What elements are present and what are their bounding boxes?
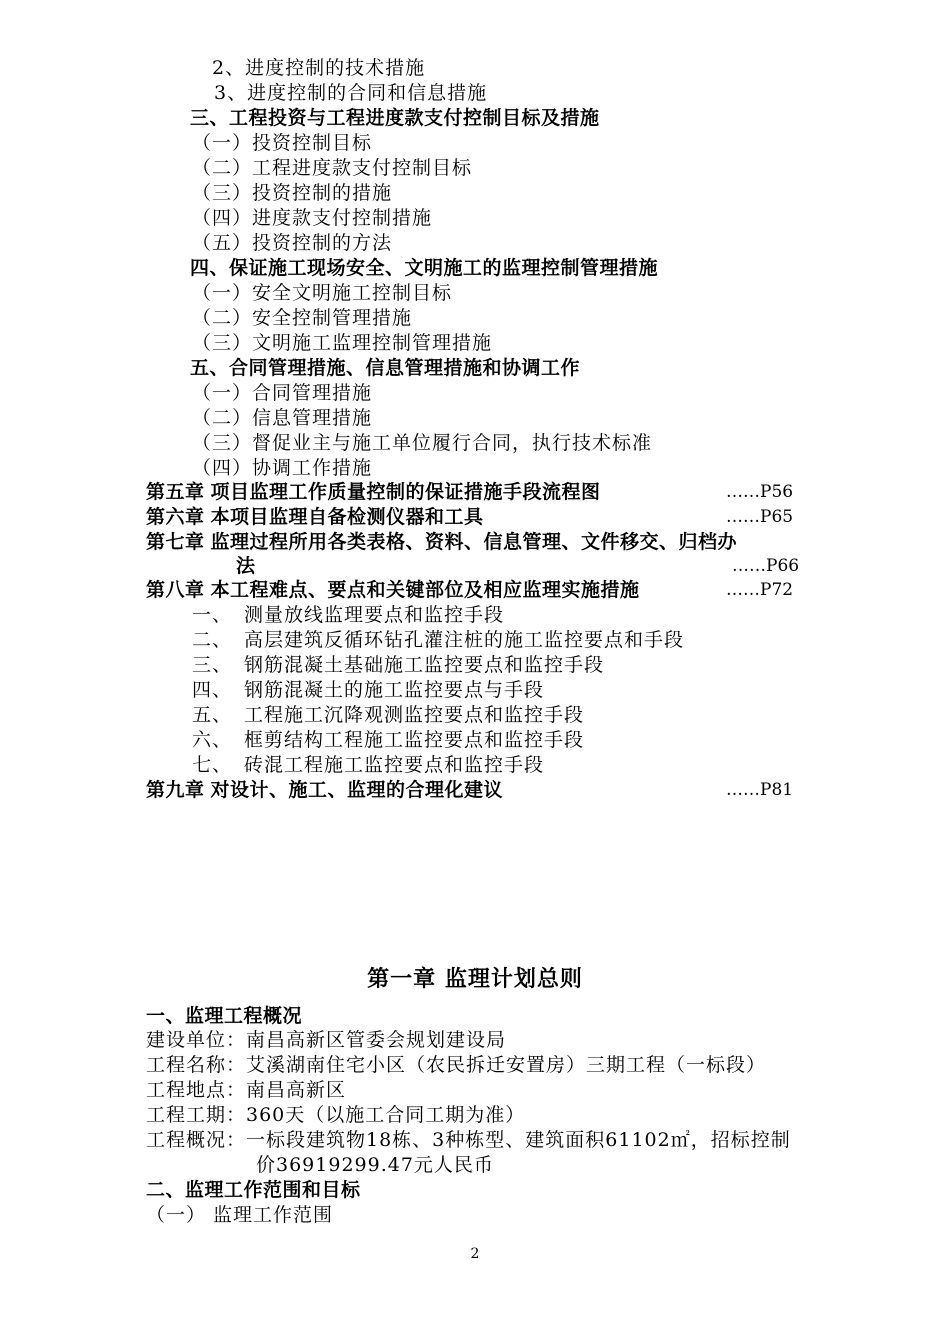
chapter-title: 项目监理工作质量控制的保证措施手段流程图 [210, 481, 601, 503]
subitem-text: 工程施工沉降观测监控要点和监控手段 [244, 704, 585, 726]
body-paragraph: 建设单位：南昌高新区管委会规划建设局 [146, 1029, 507, 1051]
toc-item: 2、进度控制的技术措施 [212, 57, 426, 79]
subitem-text: 钢筋混凝土的施工监控要点与手段 [244, 679, 545, 701]
subitem-number: 七、 [192, 754, 233, 776]
toc-subitem [192, 653, 604, 677]
toc-item: （三）文明施工监理控制管理措施 [192, 332, 493, 354]
chapter-title: 本项目监理自备检测仪器和工具 [210, 506, 484, 528]
toc-chapter-9 [146, 778, 503, 802]
body-paragraph: 工程地点：南昌高新区 [146, 1079, 347, 1101]
toc-subitem [192, 678, 544, 702]
subitem-number: 一、 [192, 604, 233, 626]
toc-item: （一）合同管理措施 [192, 382, 373, 404]
toc-item: （四）进度款支付控制措施 [192, 207, 433, 229]
subitem-number: 四、 [192, 679, 233, 701]
toc-item: （二）安全控制管理措施 [192, 307, 413, 329]
toc-page-ref: ……P56 [726, 482, 794, 502]
subitem-number: 二、 [192, 629, 233, 651]
toc-item: （二）工程进度款支付控制目标 [192, 157, 473, 179]
body-paragraph: 工程工期：360天（以施工合同工期为准） [146, 1104, 526, 1126]
toc-page-ref: ……P66 [732, 556, 800, 576]
chapter-number: 第五章 [146, 481, 205, 503]
toc-item: 3、进度控制的合同和信息措施 [214, 82, 488, 104]
toc-item: （一）安全文明施工控制目标 [192, 282, 453, 304]
chapter-number: 第六章 [146, 506, 205, 528]
toc-chapter-8 [146, 578, 640, 602]
chapter-number: 第九章 [146, 779, 205, 801]
toc-subitem [192, 603, 504, 627]
body-paragraph: 工程名称：艾溪湖南住宅小区（农民拆迁安置房）三期工程（一标段） [146, 1054, 767, 1076]
chapter-title-continuation: 法 [236, 555, 256, 577]
toc-item: （一）投资控制目标 [192, 132, 373, 154]
chapter-title: 对设计、施工、监理的合理化建议 [210, 779, 504, 801]
subitem-number: 五、 [192, 704, 233, 726]
toc-item: （三）督促业主与施工单位履行合同，执行技术标准 [192, 432, 653, 454]
toc-subitem [192, 628, 684, 652]
toc-chapter-6 [146, 505, 484, 529]
subitem-text: 砖混工程施工监控要点和监控手段 [244, 754, 545, 776]
toc-item: （五）投资控制的方法 [192, 232, 393, 254]
toc-item: （三）投资控制的措施 [192, 182, 393, 204]
chapter-number: 第七章 [146, 531, 205, 553]
subitem-number: 三、 [192, 654, 233, 676]
toc-page-ref: ……P65 [726, 507, 794, 527]
toc-page-ref: ……P81 [726, 780, 794, 800]
body-paragraph-continuation: 价36919299.47元人民币 [256, 1154, 494, 1176]
chapter-number: 第八章 [146, 579, 205, 601]
toc-item: （二）信息管理措施 [192, 407, 373, 429]
body-paragraph: 工程概况：一标段建筑物18栋、3种栋型、建筑面积61102㎡，招标控制 [146, 1129, 791, 1151]
page-number: 2 [470, 1246, 480, 1262]
toc-page-ref: ……P72 [726, 580, 794, 600]
toc-subitem [192, 703, 584, 727]
toc-section: 三、工程投资与工程进度款支付控制目标及措施 [190, 107, 600, 129]
toc-subitem [192, 728, 584, 752]
chapter-title: 本工程难点、要点和关键部位及相应监理实施措施 [210, 579, 640, 601]
toc-section: 四、保证施工现场安全、文明施工的监理控制管理措施 [190, 257, 659, 279]
toc-item: （四）协调工作措施 [192, 457, 373, 479]
subitem-text: 高层建筑反循环钻孔灌注桩的施工监控要点和手段 [244, 629, 685, 651]
toc-chapter-5 [146, 480, 601, 504]
subsection-heading: （一） 监理工作范围 [146, 1204, 334, 1226]
chapter-title: 监理过程所用各类表格、资料、信息管理、文件移交、归档办 [210, 531, 738, 553]
toc-section: 五、合同管理措施、信息管理措施和协调工作 [190, 357, 581, 379]
subitem-text: 测量放线监理要点和监控手段 [244, 604, 505, 626]
section-heading: 二、监理工作范围和目标 [146, 1179, 361, 1201]
subitem-text: 框剪结构工程施工监控要点和监控手段 [244, 729, 585, 751]
chapter-heading: 第一章 监理计划总则 [367, 967, 583, 992]
section-heading: 一、监理工程概况 [146, 1005, 303, 1027]
toc-chapter-7 [146, 530, 737, 554]
toc-subitem [192, 753, 544, 777]
subitem-number: 六、 [192, 729, 233, 751]
subitem-text: 钢筋混凝土基础施工监控要点和监控手段 [244, 654, 605, 676]
